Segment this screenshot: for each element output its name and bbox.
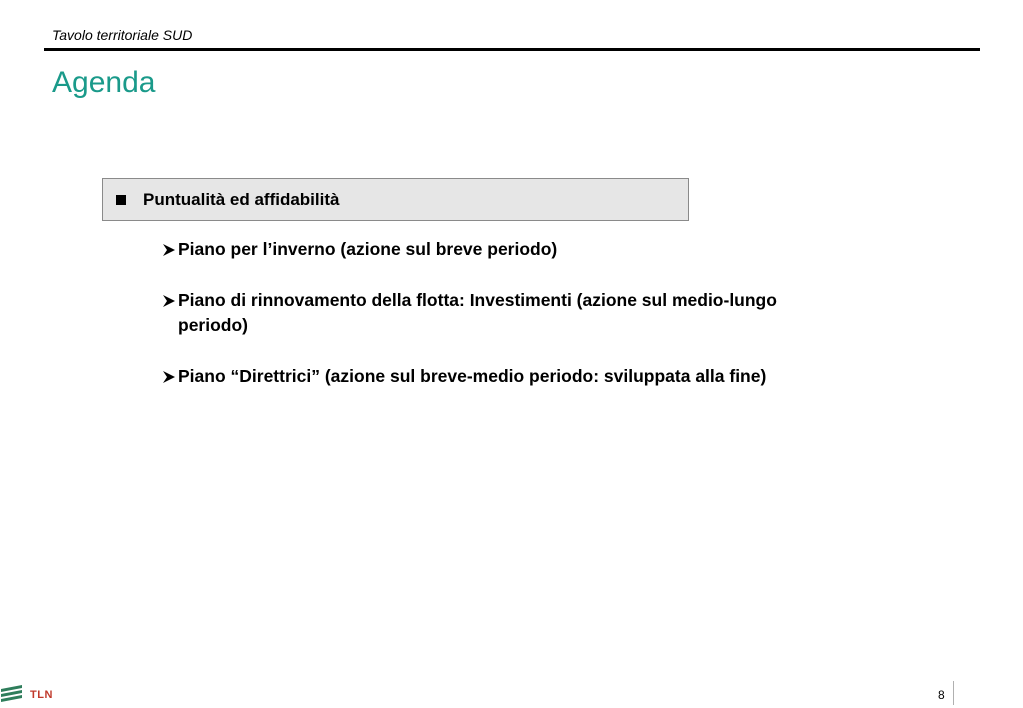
agenda-item [162, 364, 812, 389]
arrow-bullet-icon [162, 237, 178, 262]
agenda-item [162, 237, 812, 262]
tln-logo [0, 685, 53, 705]
agenda-list [162, 237, 812, 415]
arrow-bullet-icon [162, 288, 178, 313]
page-number-separator [953, 681, 954, 705]
header-divider [44, 48, 980, 51]
section-heading: Puntualità ed affidabilità [143, 189, 340, 209]
square-bullet-icon [116, 195, 126, 205]
arrow-bullet-icon [162, 364, 178, 389]
agenda-item [162, 288, 812, 338]
slide-title: Agenda [52, 66, 156, 99]
agenda-item-text: Piano “Direttrici” (azione sul breve-medio periodo: sviluppata alla fine) [178, 366, 767, 386]
header-label: Tavolo territoriale SUD [52, 27, 193, 43]
page-number: 8 [938, 688, 945, 702]
section-heading-box [102, 178, 689, 221]
agenda-item-text: Piano di rinnovamento della flotta: Investimenti (azione sul medio-lungo periodo) [178, 290, 777, 335]
agenda-item-text: Piano per l’inverno (azione sul breve periodo) [178, 239, 558, 259]
tln-logo-mark-icon [0, 685, 24, 705]
logo-text: TLN [30, 689, 53, 701]
